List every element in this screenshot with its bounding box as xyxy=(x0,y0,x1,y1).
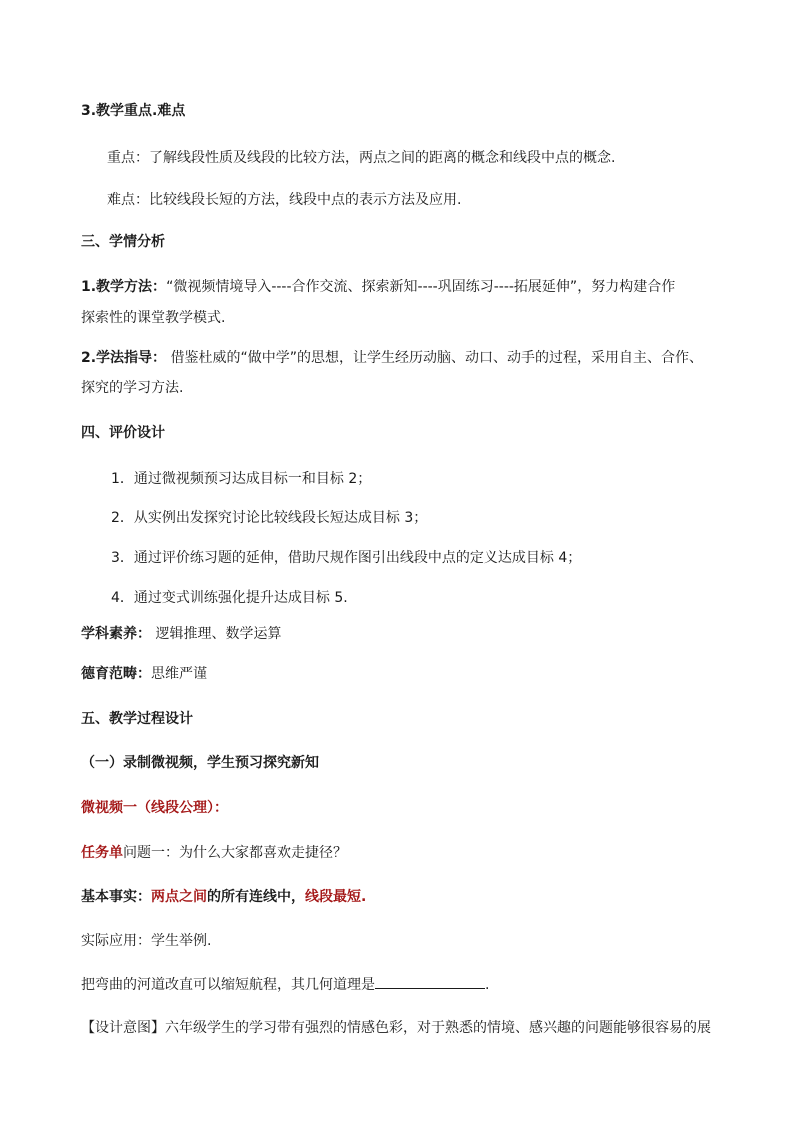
design-intent-label: 【设计意图】 xyxy=(81,1020,165,1036)
literacy-line xyxy=(81,624,281,644)
learning-guide-label: 2.学法指导： xyxy=(81,350,167,366)
basic-fact-period: . xyxy=(361,889,367,905)
question-end: . xyxy=(485,977,490,993)
section-heading-key-points: 3.教学重点.难点 xyxy=(81,103,186,119)
moral-line xyxy=(81,664,207,684)
task-line xyxy=(81,843,347,863)
application-text: 实际应用：学生举例. xyxy=(81,933,212,949)
teaching-method-text: “微视频情境导入----合作交流、探索新知----巩固练习----拓展延伸”，努力构建合作 xyxy=(166,279,676,295)
section-heading-student-analysis: 三、学情分析 xyxy=(81,234,165,250)
basic-fact-label: 基本事实： xyxy=(81,889,151,905)
question-line xyxy=(81,974,489,995)
subsection-heading: （一）录制微视频，学生预习探究新知 xyxy=(81,755,319,771)
eval-item: 3．通过评价练习题的延伸，借助尺规作图引出线段中点的定义达成目标 4； xyxy=(111,550,582,566)
basic-fact-highlight: 线段最短 xyxy=(305,889,361,905)
difficulty-text: 难点：比较线段长短的方法，线段中点的表示方法及应用. xyxy=(107,192,462,208)
eval-item: 4．通过变式训练强化提升达成目标 5. xyxy=(111,590,348,606)
learning-guide-text: 借鉴杜威的“做中学”的思想，让学生经历动脑、动口、动手的过程，采用自主、合作、 xyxy=(166,350,704,366)
basic-fact-line xyxy=(81,887,366,907)
answer-blank xyxy=(375,974,485,989)
design-intent-line xyxy=(81,1018,711,1038)
eval-item: 2．从实例出发探究讨论比较线段长短达成目标 3； xyxy=(111,510,428,526)
teaching-method-label: 1.教学方法： xyxy=(81,279,167,295)
learning-guide-line xyxy=(81,348,703,368)
section-heading-evaluation: 四、评价设计 xyxy=(81,425,165,441)
task-label: 任务单 xyxy=(81,845,123,861)
teaching-method-line xyxy=(81,277,675,297)
design-intent-text: 六年级学生的学习带有强烈的情感色彩，对于熟悉的情境、感兴趣的问题能够很容易的展 xyxy=(165,1020,711,1036)
literacy-text: 逻辑推理、数学运算 xyxy=(151,626,282,642)
question-text: 把弯曲的河道改直可以缩短航程，其几何道理是 xyxy=(81,977,375,993)
eval-item: 1．通过微视频预习达成目标一和目标 2； xyxy=(111,471,372,487)
section-heading-process: 五、教学过程设计 xyxy=(81,711,193,727)
task-text: 问题一：为什么大家都喜欢走捷径？ xyxy=(123,845,347,861)
basic-fact-highlight: 两点之间 xyxy=(151,889,207,905)
learning-guide-text-cont: 探究的学习方法. xyxy=(81,380,184,396)
moral-label: 德育范畴： xyxy=(81,666,151,682)
teaching-method-text-cont: 探索性的课堂教学模式. xyxy=(81,310,226,326)
key-point-text: 重点：了解线段性质及线段的比较方法，两点之间的距离的概念和线段中点的概念. xyxy=(107,150,616,166)
literacy-label: 学科素养： xyxy=(81,626,151,642)
moral-text: 思维严谨 xyxy=(151,666,207,682)
basic-fact-text: 的所有连线中， xyxy=(207,889,305,905)
video-one-title: 微视频一（线段公理）： xyxy=(81,800,228,816)
